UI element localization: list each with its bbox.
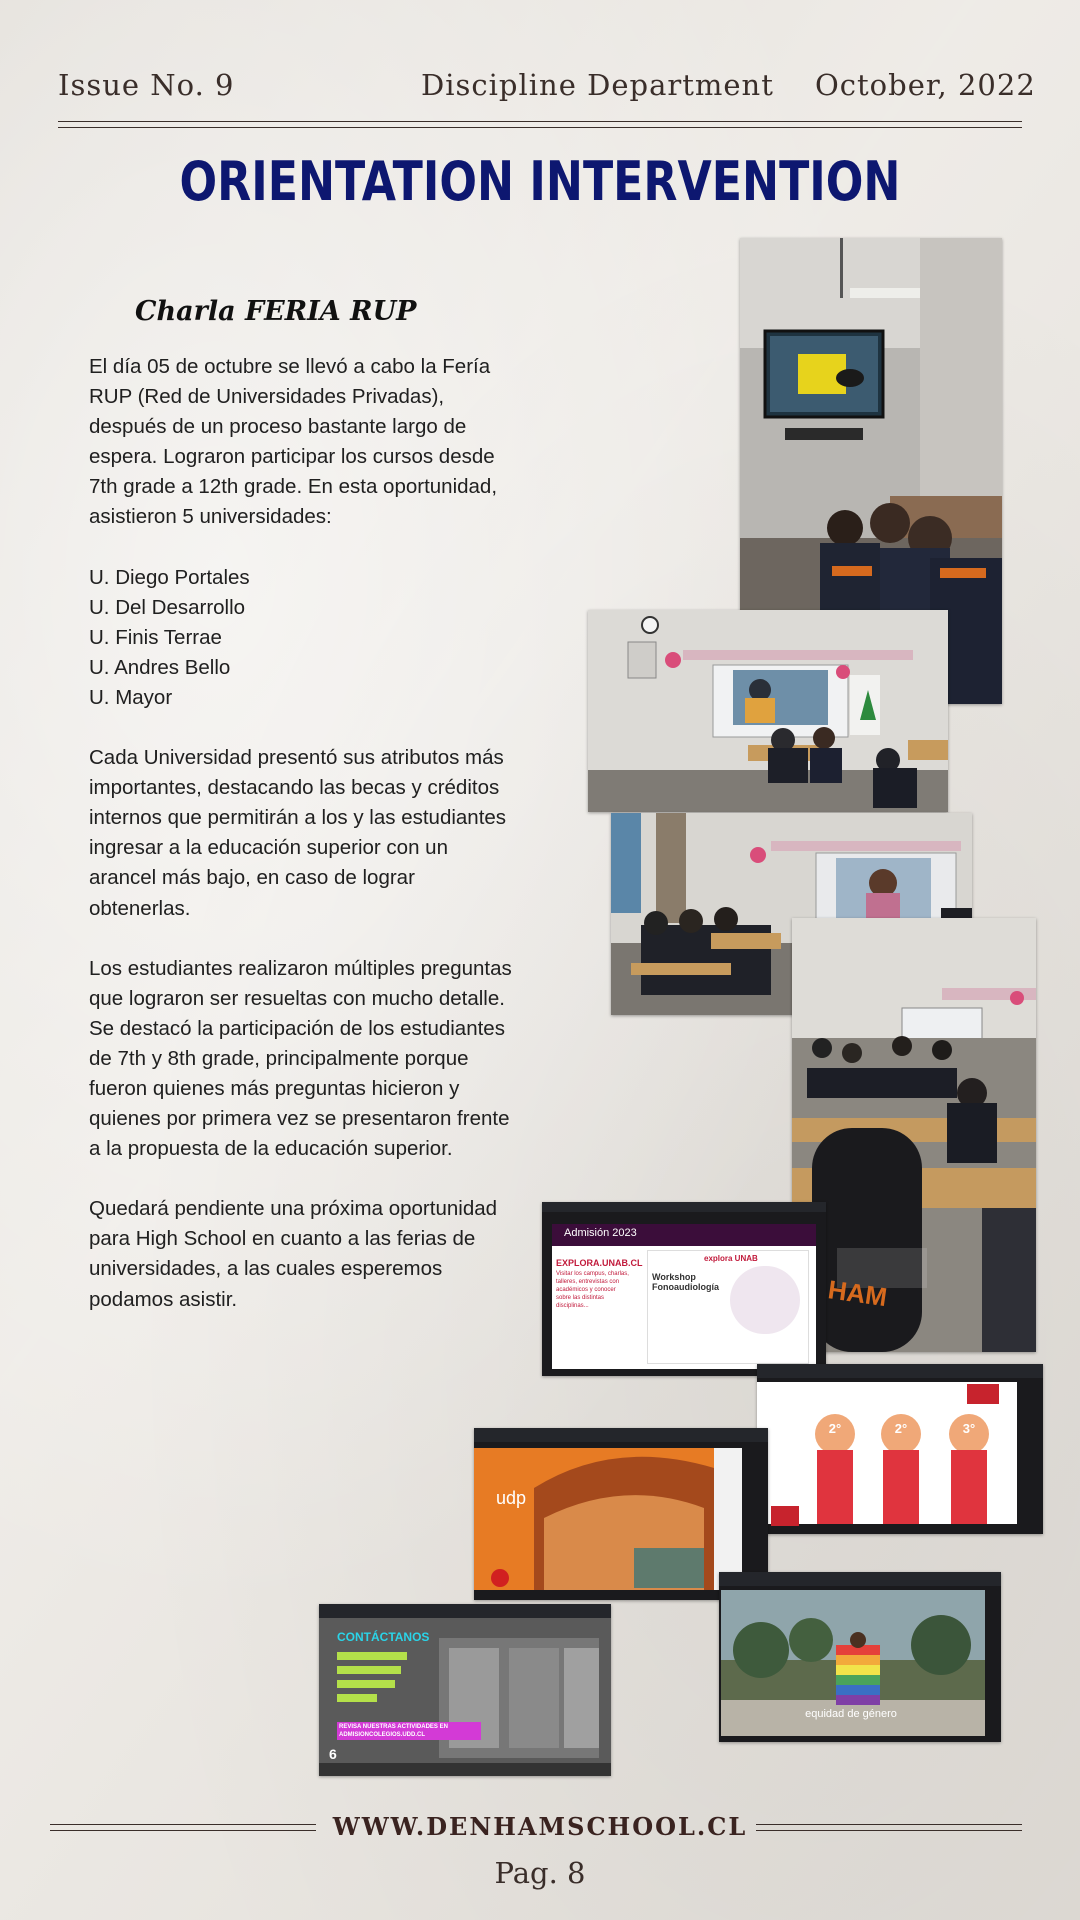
- ranking-medal-3: [949, 1414, 989, 1454]
- header-rule-top: [58, 121, 1022, 122]
- unab-workshop-title: Workshop Fonoaudiología: [652, 1272, 719, 1292]
- university-item: U. Andres Bello: [89, 655, 231, 679]
- unab-workshop-card: [647, 1250, 809, 1364]
- school-website[interactable]: WWW.DENHAMSCHOOL.CL: [332, 1812, 748, 1841]
- ranking-medal-1-label: 2°: [828, 1421, 842, 1436]
- ranking-medal-2-label: 2°: [894, 1421, 908, 1436]
- ranking-medal-3-label: 3°: [962, 1421, 976, 1436]
- paragraph-attributes: Cada Universidad presentó sus atributos más importantes, destacando las becas y créditos internos que permitirán a los y las estudiantes ingresar a la educación superior con un arancel más bajo, en caso de lograr obtenerlas.: [89, 746, 507, 920]
- university-item: U. Finis Terrae: [89, 625, 222, 649]
- ranking-ribbon-3: [951, 1450, 987, 1524]
- university-list: [89, 563, 519, 713]
- unab-admision-label: Admisión 2023: [564, 1227, 637, 1239]
- svg-text:HAM: HAM: [826, 1274, 889, 1313]
- university-item: U. Diego Portales: [89, 565, 250, 589]
- ranking-medal-1: [815, 1414, 855, 1454]
- contact-page-number: 6: [329, 1746, 337, 1762]
- photo-students-desks-image: [792, 918, 1036, 1352]
- issue-date: October, 2022: [815, 68, 1036, 102]
- contact-lines: [337, 1652, 417, 1708]
- photo-classroom-videocall-1: [588, 610, 948, 812]
- paragraph-questions: Los estudiantes realizaron múltiples preguntas que lograron ser resueltas con mucho detalle. Se destacó la participación de los estudiantes de 7th y 8th grade, principalmente porque fueron quienes más preguntas hicieron y quienes por primera vez se presentaron frente a la propuesta de la educación superior.: [89, 956, 512, 1161]
- screenshot-contact-library: [319, 1604, 611, 1776]
- equidad-caption: equidad de género: [805, 1708, 897, 1720]
- ranking-ribbon-1: [817, 1450, 853, 1524]
- department-name: Discipline Department: [421, 68, 774, 102]
- article-subhead: Charla FERIA RUP: [135, 296, 417, 327]
- page-number: Pag. 8: [494, 1856, 586, 1890]
- screenshot-equidad: [719, 1572, 1001, 1742]
- screenshot-ranking: [757, 1364, 1043, 1534]
- unab-description: Visitar los campus, charlas, talleres, entrevistas con académicos y conocer sobre las distintas disciplinas...: [556, 1271, 629, 1309]
- university-item: U. Mayor: [89, 685, 173, 709]
- unab-brand: explora UNAB: [704, 1254, 758, 1263]
- paragraph-intro: El día 05 de octubre se llevó a cabo la Fería RUP (Red de Universidades Privadas), después de un proceso bastante largo de espera. Lograron participar los cursos desde 7th grade a 12th grade. En esta oportunidad, asistieron 5 universidades:: [89, 355, 498, 529]
- article-body: [89, 352, 519, 1345]
- contact-title: CONTÁCTANOS: [337, 1630, 430, 1644]
- screenshot-unab-explora: [542, 1202, 826, 1376]
- photo-classroom-videocall-1-image: [588, 610, 948, 812]
- ranking-medal-2: [881, 1414, 921, 1454]
- ranking-ribbon-2: [883, 1450, 919, 1524]
- photo-students-desks: [792, 918, 1036, 1352]
- header-rule-bottom: [58, 127, 1022, 128]
- page-title: ORIENTATION INTERVENTION: [179, 150, 901, 213]
- paragraph-closing: Quedará pendiente una próxima oportunidad para High School en cuanto a las ferias de universidades, a las cuales esperemos podamos asistir.: [89, 1197, 498, 1311]
- contact-footer: REVISA NUESTRAS ACTIVIDADES EN ADMISIONCOLEGIOS.UDD.CL: [337, 1722, 481, 1740]
- issue-number: Issue No. 9: [58, 68, 235, 102]
- unab-link: EXPLORA.UNAB.CL: [556, 1258, 643, 1268]
- udp-logo: udp: [496, 1488, 527, 1508]
- university-item: U. Del Desarrollo: [89, 595, 246, 619]
